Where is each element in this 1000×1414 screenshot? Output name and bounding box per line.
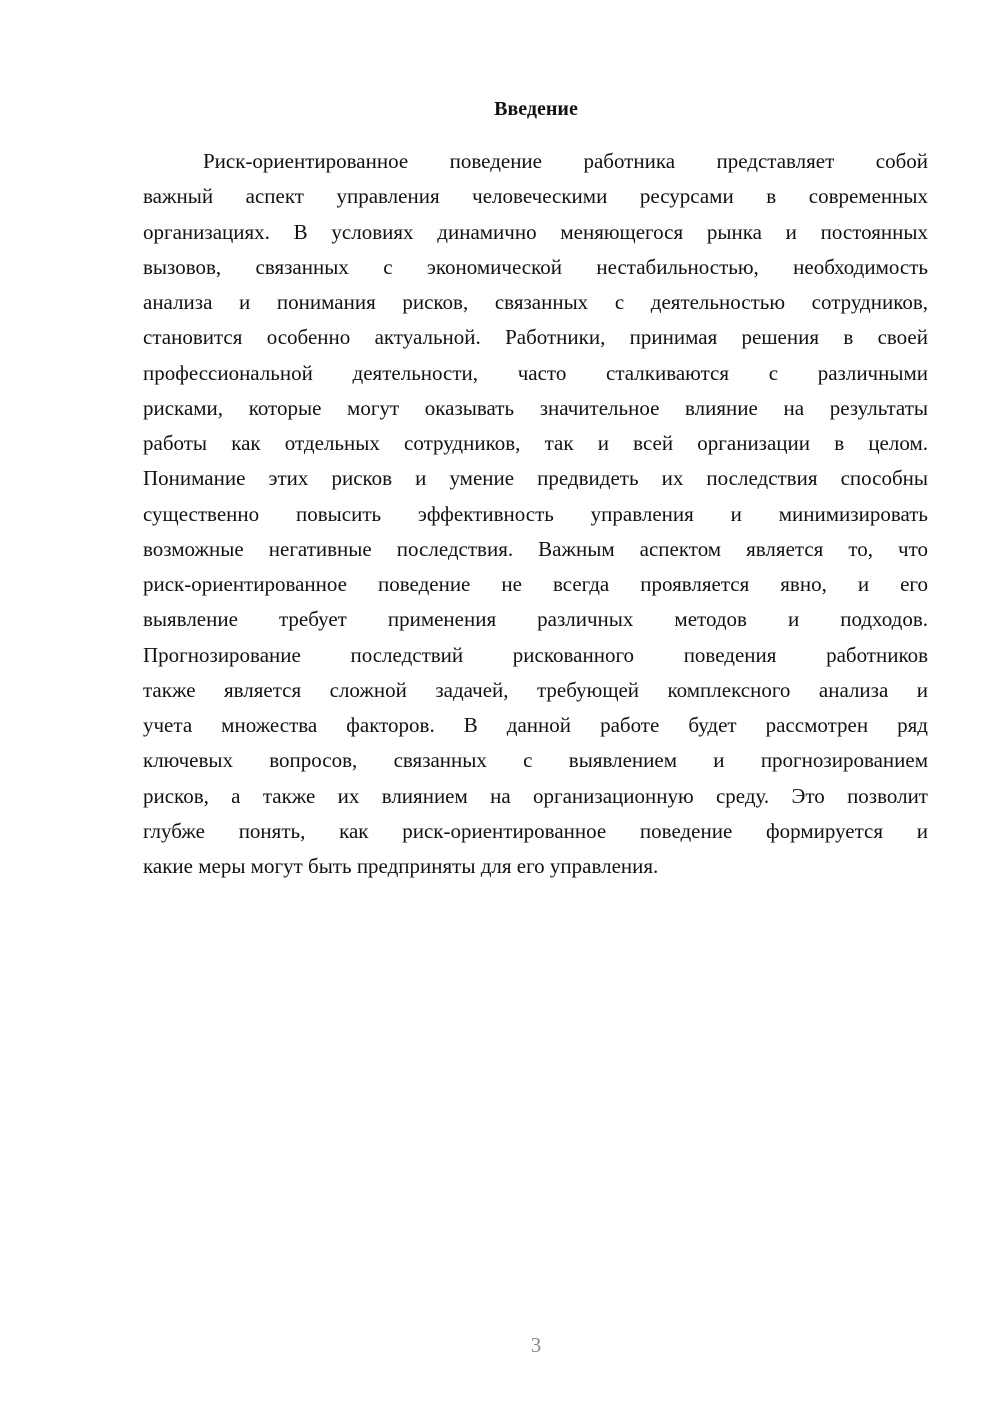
page-number: 3 [530, 1333, 542, 1357]
text-line: также является сложной задачей, требующей комплексного анализа и [143, 677, 928, 702]
text-line: Прогнозирование последствий рискованного поведения работников [143, 642, 928, 667]
text-line: риск-ориентированное поведение не всегда проявляется явно, и его [143, 572, 928, 596]
text-line: выявление требует применения различных методов и подходов. [143, 607, 928, 632]
text-line: важный аспект управления человеческими ресурсами в современных [143, 184, 928, 209]
section-title: Введение [494, 98, 578, 120]
text-line: рисков, а также их влиянием на организационную среду. Это позволит [143, 783, 928, 808]
text-line: Риск-ориентированное поведение работника представляет собой [203, 149, 928, 173]
text-line: профессиональной деятельности, часто сталкиваются с различными [143, 360, 928, 385]
text-line: существенно повысить эффективность управления и минимизировать [143, 501, 928, 526]
text-line: становится особенно актуальной. Работники, принимая решения в своей [143, 325, 928, 350]
text-line: возможные негативные последствия. Важным аспектом является то, что [143, 536, 928, 561]
text-line: учета множества факторов. В данной работе будет рассмотрен ряд [143, 713, 928, 737]
text-line: анализа и понимания рисков, связанных с деятельностью сотрудников, [143, 290, 928, 314]
text-line: работы как отдельных сотрудников, так и всей организации в целом. [143, 431, 928, 455]
text-line: ключевых вопросов, связанных с выявлением и прогнозированием [143, 748, 928, 773]
text-line: Понимание этих рисков и умение предвидеть их последствия способны [143, 466, 928, 491]
text-line: глубже понять, как риск-ориентированное поведение формируется и [143, 818, 928, 843]
text-line: рисками, которые могут оказывать значительное влияние на результаты [143, 395, 928, 420]
text-line: вызовов, связанных с экономической нестабильностью, необходимость [143, 254, 928, 279]
text-line: какие меры могут быть предприняты для его управления. [143, 854, 659, 878]
text-line: организациях. В условиях динамично меняющегося рынка и постоянных [143, 219, 928, 244]
paragraph [143, 144, 928, 884]
